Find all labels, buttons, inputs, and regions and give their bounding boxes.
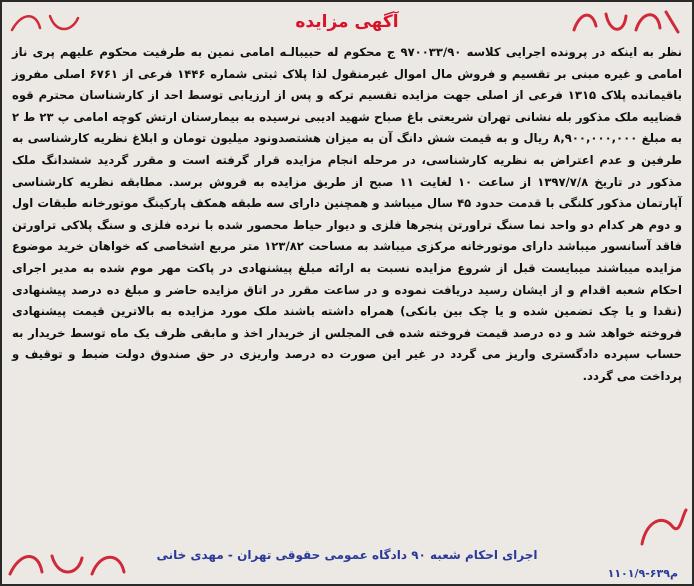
notice-signature: اجرای احکام شعبه ۹۰ دادگاه عمومی حقوقی تهران - مهدی خانی xyxy=(156,548,538,562)
notice-body-paragraph: نظر به اینکه در پرونده اجرایی کلاسه ۹۷۰۰۳۳/۹۰ ج محکوم له حبیبالـه امامی نمین به طرفیت محکوم علیهم پری ناز امامی و غیره مبنی بر تقسیم و فروش مال اموال غیرمنقول لذا پلاک ثبتی شماره ۱۴۴۶ فرعی از ۶۷۶۱ اصلی مفروز باقیمانده پلاک ۱۳۱۵ فرعی از اصلی جهت مزایده تقسیم ترکه و پس از ارزیابی توسط احد از کارشناسان محترم قوه قضاییه ملک مذکور بله نشانی تهران شریعتی باغ صباح شهید ادیبی نرسیده به بیمارستان ارتش کوچه امامی پ ۲۳ ط ۲ به مبلغ ۸,۹۰۰,۰۰۰,۰۰۰ ریال و به قیمت شش دانگ آن به میزان هشتصدونود میلیون تومان و ابلاغ نظریه کارشناسی به طرفین و عدم اعتراض به نظریه کارشناسی، در مرحله انجام مزایده قرار گرفته است و مقرر گردید ششدانگ ملک مذکور در تاریخ ۱۳۹۷/۷/۸ از ساعت ۱۰ لغایت ۱۱ صبح از طریق مزایده به فروش برسد. مطابقه نظریه کارشناسی آپارتمان مذکور کلنگی با قدمت حدود ۴۵ سال میباشد و همچنین دارای سه طبقه همکف پارکینگ موتورخانه طبقات اول و دوم هر کدام دو واحد نما سنگ تراورتن پنجرها فلزی و دیوار حیاط محصور شده با نرده فلزی و سنگ پلاکی تراورتن فاقد آسانسور میباشد دارای موتورخانه مرکزی میباشد به مساحت ۱۲۳/۸۲ متر مربع اشخاصی که خواهان خرید موضوع مزایده میباشند میبایست قبل از شروع مزایده نسبت به ارائه مبلغ پیشنهادی در پاکت مهر موم شده به مدیر اجرای احکام شعبه اقدام و از ایشان رسید دریافت نموده و در ساعت مقرر در اتاق مزایده حاضر و مبلغ ده درصد پیشنهادی (نقدا و یا چک تضمین شده و یا چک بین بانکی) همراه داشته باشند ملک مورد مزایده به بالاترین قیمت پیشنهادی فروخته خواهد شد و ده درصد قیمت فروخته شده فی المجلس از خریدار اخذ و مابقی ظرف یک ماه توسط خریدار به حساب سپرده دادگستری واریز می گردد در غیر این صورت ده درصد واریزی در حق صندوق دولت ضبط و توقیف و پرداخت می گردد. xyxy=(12,45,683,383)
notice-title: آگهی مزایده xyxy=(295,12,399,32)
notice-body xyxy=(12,42,682,388)
notice-code: ۱۱۰۱/م۶۳۹-۹ xyxy=(607,567,678,580)
handwritten-annotation-bottom-right xyxy=(632,504,692,554)
